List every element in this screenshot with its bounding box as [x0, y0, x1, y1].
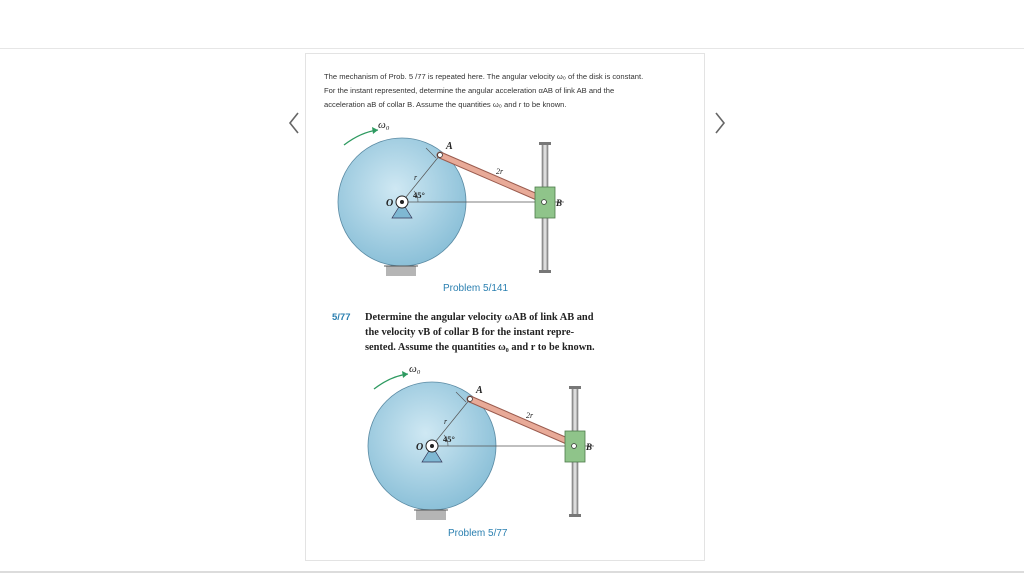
problem-line-3: sented. Assume the quantities ω₀ and r to be known.	[365, 342, 595, 353]
figure-1-caption: Problem 5/141	[443, 283, 509, 294]
figure-2-caption: Problem 5/77	[448, 528, 508, 539]
pin-o-center	[430, 444, 434, 448]
next-arrow-icon[interactable]	[708, 108, 732, 138]
shaft-cap-bottom	[539, 270, 551, 273]
top-divider	[0, 48, 1024, 49]
question-text	[324, 70, 689, 112]
label-o: O	[386, 198, 394, 209]
angle-label: 45°	[413, 190, 425, 200]
problem-statement	[365, 310, 677, 355]
shaft-cap-top	[569, 386, 581, 389]
prev-arrow-icon[interactable]	[283, 108, 307, 138]
label-b: B	[556, 198, 563, 208]
problem-number: 5/77	[332, 312, 351, 323]
label-r: r	[444, 417, 448, 426]
problem-line-2: the velocity vB of collar B for the instant repre-	[365, 327, 575, 338]
ground-base	[416, 510, 446, 520]
pin-a	[468, 397, 473, 402]
ground-base	[386, 266, 416, 276]
label-r: r	[414, 173, 418, 182]
figure-problem-5-141	[306, 118, 704, 278]
label-2r: 2r	[496, 167, 504, 176]
pin-b	[542, 200, 547, 205]
omega-label: ω₀	[409, 363, 421, 375]
label-a: A	[446, 141, 453, 152]
pin-a	[438, 153, 443, 158]
pin-b	[572, 444, 577, 449]
shaft-cap-top	[539, 142, 551, 145]
question-line-2: For the instant represented, determine the angular acceleration αAB of link AB and the	[324, 86, 615, 95]
shaft-cap-bottom	[569, 514, 581, 517]
rotation-arrowhead	[402, 371, 408, 378]
omega-label: ω₀	[378, 119, 390, 131]
label-o: O	[416, 442, 424, 453]
question-line-1: The mechanism of Prob. 5 /77 is repeated here. The angular velocity ω₀ of the disk is constant.	[324, 72, 644, 81]
angle-label: 45°	[443, 434, 455, 444]
problem-5-77	[332, 310, 677, 355]
bottom-divider	[0, 571, 1024, 573]
mechanism-diagram-2	[306, 362, 704, 524]
problem-line-1: Determine the angular velocity ωAB of link AB and	[365, 312, 594, 323]
label-b: B	[586, 442, 593, 452]
pin-o-center	[400, 200, 404, 204]
mechanism-diagram-1	[306, 118, 704, 278]
problem-card	[305, 53, 705, 561]
label-a: A	[476, 385, 483, 396]
question-line-3: acceleration aB of collar B. Assume the quantities ω₀ and r to be known.	[324, 100, 567, 109]
label-2r: 2r	[526, 411, 534, 420]
figure-problem-5-77	[306, 362, 704, 524]
